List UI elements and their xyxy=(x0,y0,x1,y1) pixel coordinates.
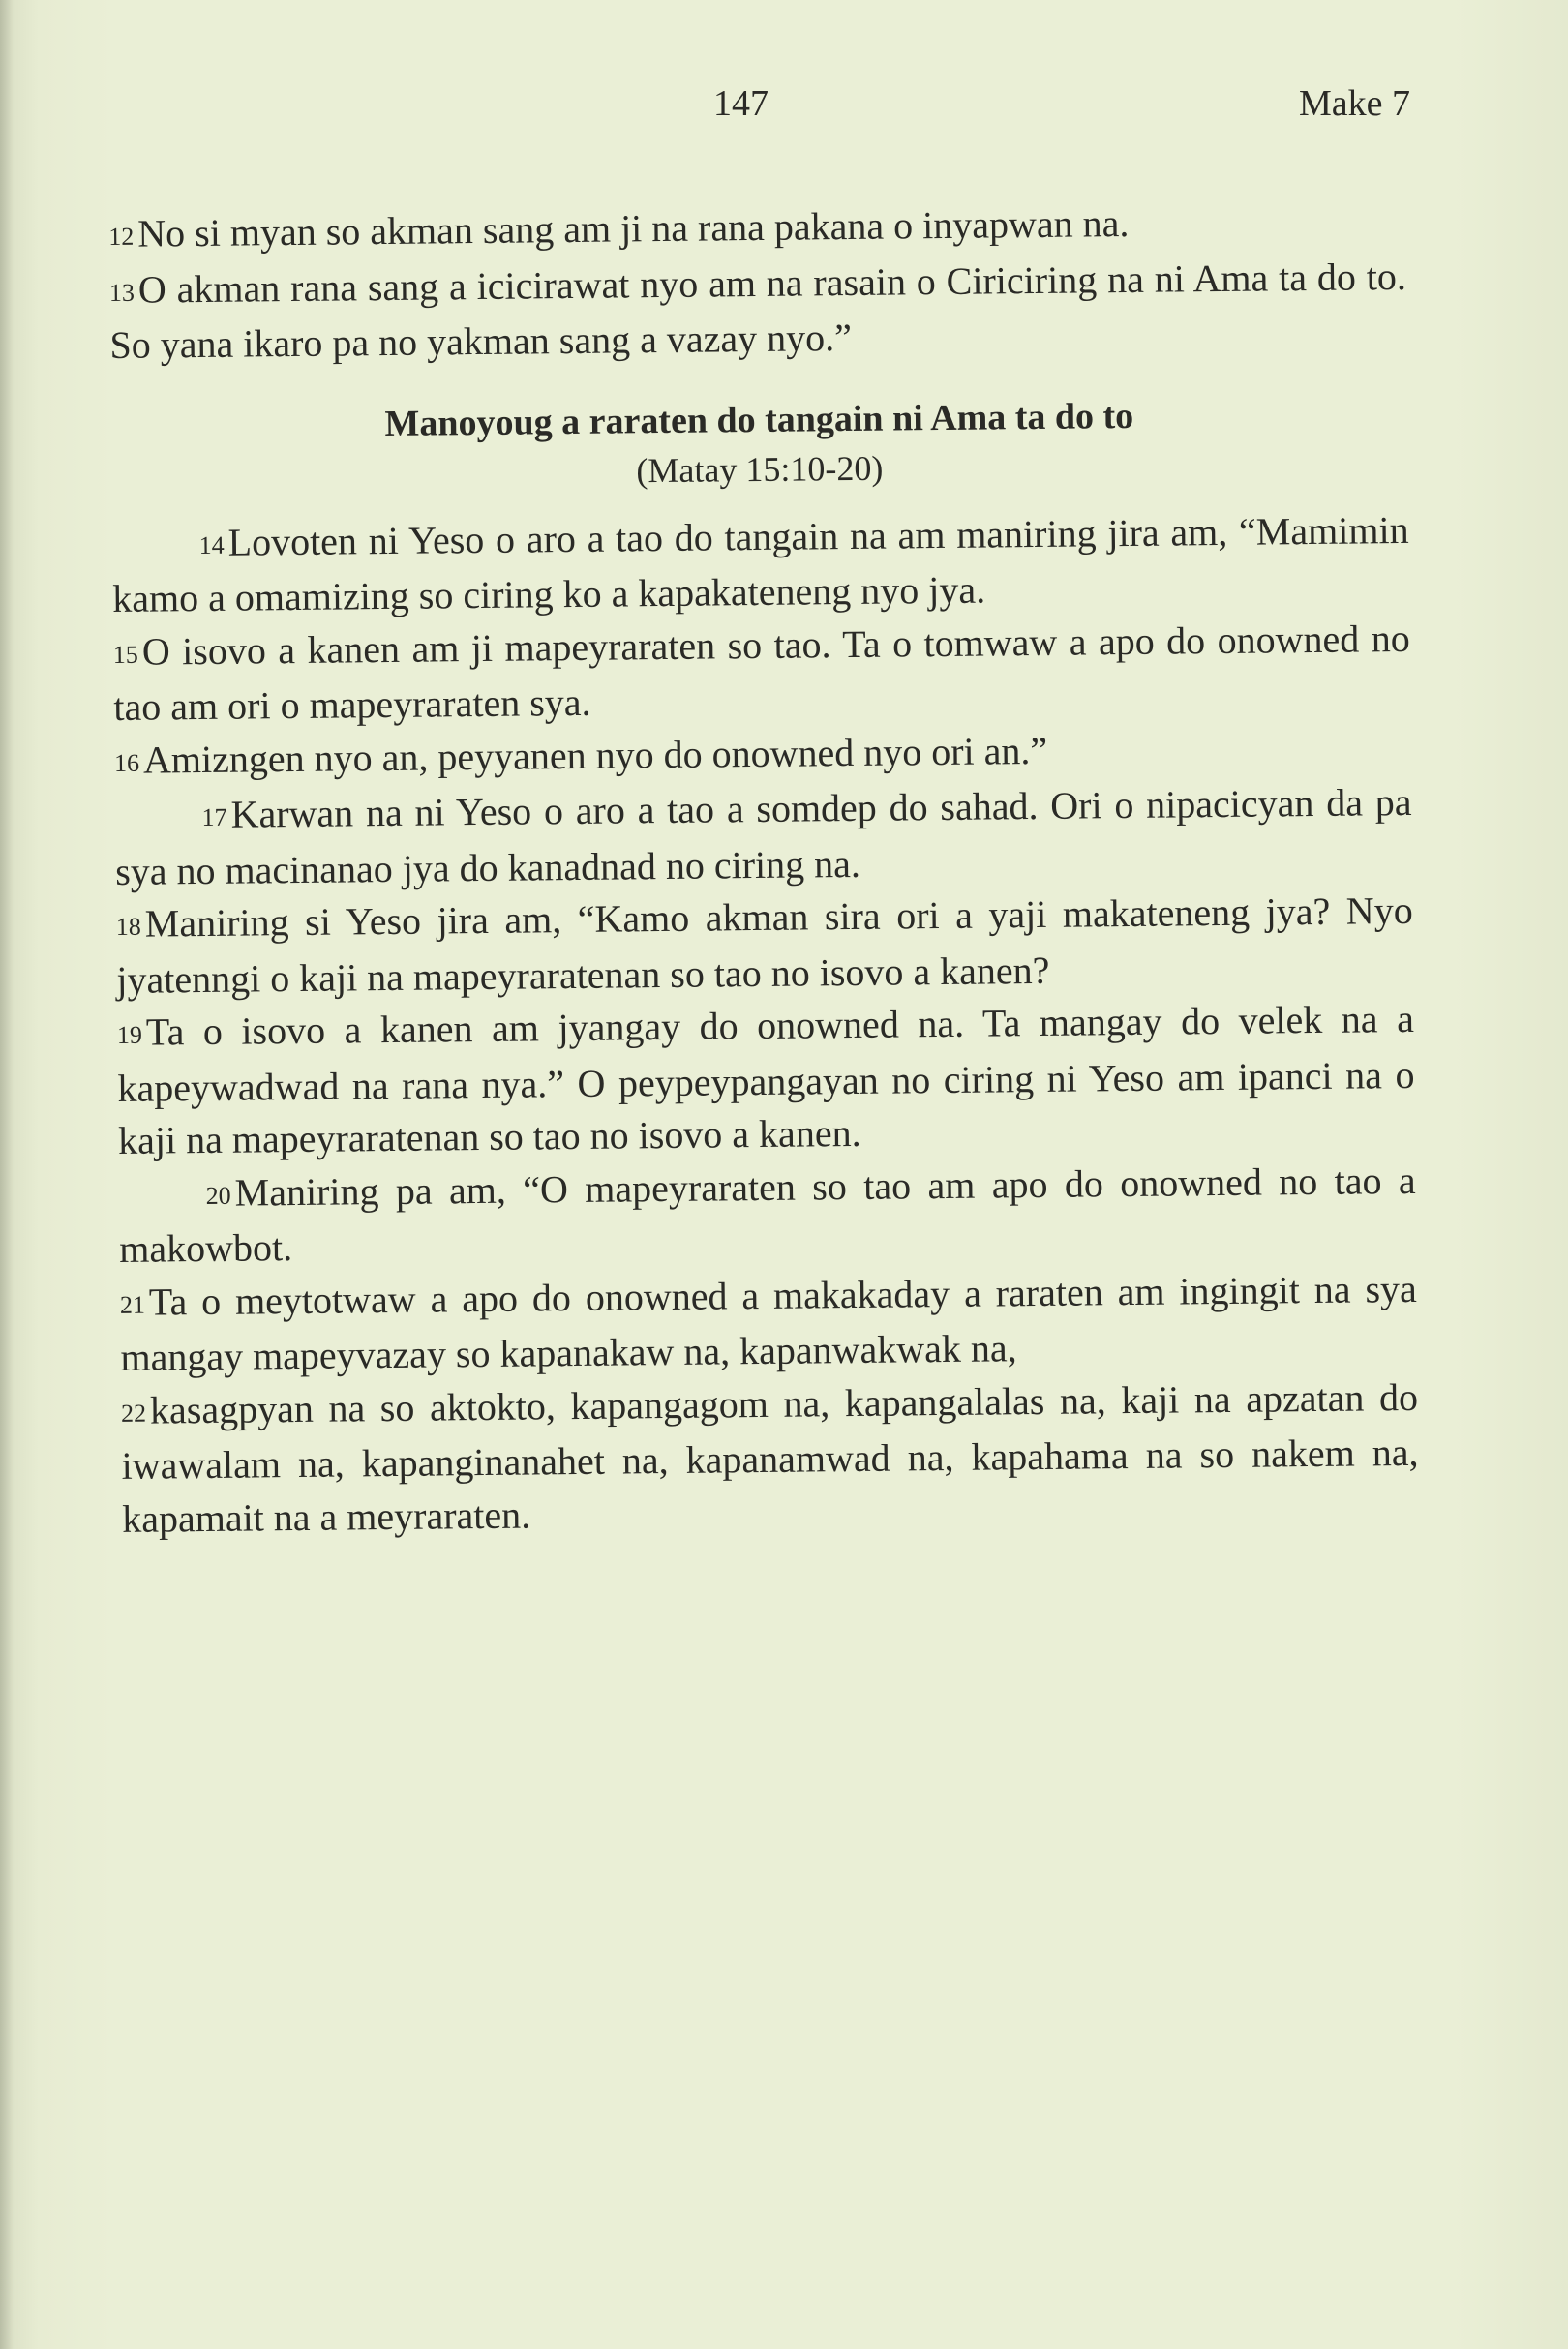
verse-text: Maniring si Yeso jira am, “Kamo akman sira ori a yaji makateneng jya? Nyo jyatenngi o kaji na mapeyraratenan so tao no isovo a kanen? xyxy=(116,888,1413,1002)
verse-number: 13 xyxy=(108,278,136,307)
verse-text: Lovoten ni Yeso o aro a tao do tangain na am maniring jira am, “Mamimin kamo a omamizing so ciring ko a kapakateneng nyo jya. xyxy=(111,507,1409,620)
section-heading: Manoyoug a raraten do tangain ni Ama ta do to xyxy=(384,395,1134,444)
running-head: Make 7 xyxy=(1298,83,1410,124)
verse-22 xyxy=(121,1370,1420,1546)
verse-number: 14 xyxy=(198,530,225,559)
verse-20 xyxy=(118,1154,1416,1276)
verse-text: kasagpyan na so aktokto, kapangagom na, kapangalalas na, kaji na apzatan do iwawalam na, kapanginanahet na, kapanamwad na, kapahama na so nakem na, kapamait na a meyraraten. xyxy=(121,1374,1419,1541)
verse-number: 18 xyxy=(115,912,141,941)
verse-number: 12 xyxy=(108,222,135,251)
verse-13 xyxy=(109,250,1407,372)
verse-text: Ta o meytotwaw a apo do onowned a makakaday a raraten am ingingit na sya mangay mapeyvazay so kapanakaw na, kapanwakwak na, xyxy=(120,1266,1417,1379)
verse-text: No si myan so akman sang am ji na rana pakana o inyapwan na. xyxy=(137,200,1130,256)
verse-number: 15 xyxy=(112,640,138,669)
section-reference: (Matay 15:10-20) xyxy=(636,448,884,490)
verse-14 xyxy=(111,503,1409,625)
verse-text: O isovo a kanen am ji mapeyraraten so tao. Ta o tomwaw a apo do onowned no tao am ori o mapeyraraten sya. xyxy=(113,616,1410,729)
spine-shadow xyxy=(0,0,14,2349)
verse-text: Karwan na ni Yeso o aro a tao a somdep do sahad. Ori o nipacicyan da pa sya no macinanao jya do kanadnad no ciring na. xyxy=(114,779,1412,893)
verse-number: 19 xyxy=(116,1020,143,1049)
verse-number: 22 xyxy=(120,1399,147,1428)
verse-number: 16 xyxy=(113,748,140,777)
verse-18 xyxy=(115,885,1413,1007)
verse-text: Maniring pa am, “O mapeyraraten so tao am apo do onowned no tao a makowbot. xyxy=(119,1158,1416,1271)
page-body xyxy=(108,195,1419,1546)
verse-21 xyxy=(120,1262,1418,1384)
verse-number: 21 xyxy=(119,1290,146,1319)
verse-number: 17 xyxy=(201,802,227,832)
verse-19 xyxy=(117,993,1416,1168)
verse-17 xyxy=(114,776,1412,898)
verse-15 xyxy=(113,612,1411,734)
verse-text: Ta o isovo a kanen am jyangay do onowned na. Ta mangay do velek na a kapeywadwad na rana nya.” O peypeypangayan no ciring ni Yeso am ipanci na o kaji na mapeyraratenan so tao no isovo a kanen. xyxy=(117,996,1415,1162)
verse-text: O akman rana sang a icicirawat nyo am na rasain o Ciriciring na ni Ama ta do to. So yana ikaro pa no yakman sang a vazay nyo.” xyxy=(109,254,1407,367)
verse-text: Amizngen nyo an, peyyanen nyo do onowned nyo ori an.” xyxy=(142,728,1048,782)
page-header xyxy=(108,82,1410,140)
verse-number: 20 xyxy=(205,1181,231,1210)
page-number: 147 xyxy=(713,83,769,124)
